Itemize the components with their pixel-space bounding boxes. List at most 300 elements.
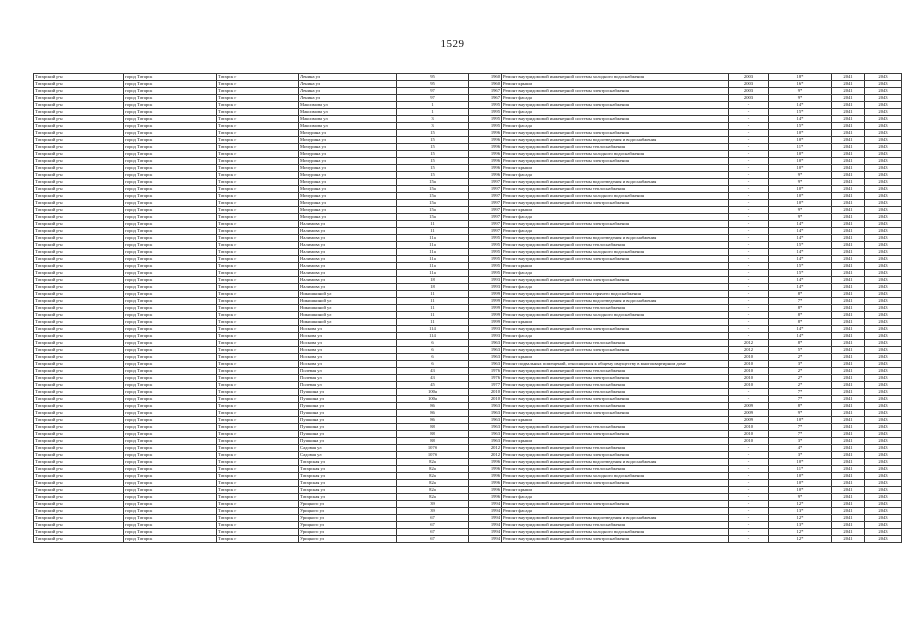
build-year-cell: 1996: [469, 480, 502, 487]
plan-start-cell: 2041: [832, 284, 865, 291]
work-type-cell: Ремонт внутридомовой инженерной системы электроснабжения: [502, 256, 729, 263]
settlement-cell: город Татарск: [124, 242, 217, 249]
settlement-cell: город Татарск: [124, 81, 217, 88]
settlement-cell: город Татарск: [124, 326, 217, 333]
build-year-cell: 1995: [469, 235, 502, 242]
wear-cell: 12*: [769, 501, 832, 508]
street-cell: Носкова ул: [299, 333, 397, 340]
last-repair-year-cell: -: [729, 214, 769, 221]
city-cell: Татарск г: [217, 172, 299, 179]
city-cell: Татарск г: [217, 200, 299, 207]
wear-cell: 11*: [769, 466, 832, 473]
plan-end-cell: 2043: [865, 347, 902, 354]
district-cell: Татарский р-н: [34, 438, 124, 445]
plan-end-cell: 2043: [865, 291, 902, 298]
plan-end-cell: 2043: [865, 165, 902, 172]
district-cell: Татарский р-н: [34, 459, 124, 466]
house-number-cell: 15: [397, 165, 469, 172]
city-cell: Татарск г: [217, 186, 299, 193]
last-repair-year-cell: -: [729, 242, 769, 249]
house-number-cell: 95: [397, 81, 469, 88]
house-number-cell: 1: [397, 102, 469, 109]
plan-end-cell: 2043: [865, 312, 902, 319]
city-cell: Татарск г: [217, 445, 299, 452]
city-cell: Татарск г: [217, 529, 299, 536]
city-cell: Татарск г: [217, 536, 299, 543]
wear-cell: 14*: [769, 277, 832, 284]
work-type-cell: Ремонт крыши: [502, 417, 729, 424]
city-cell: Татарск г: [217, 256, 299, 263]
district-cell: Татарский р-н: [34, 326, 124, 333]
plan-start-cell: 2041: [832, 466, 865, 473]
settlement-cell: город Татарск: [124, 536, 217, 543]
settlement-cell: город Татарск: [124, 396, 217, 403]
work-type-cell: Ремонт внутридомовой инженерной системы электроснабжения: [502, 277, 729, 284]
district-cell: Татарский р-н: [34, 249, 124, 256]
work-type-cell: Ремонт внутридомовой инженерной системы электроснабжения: [502, 221, 729, 228]
table-row: [34, 74, 902, 81]
last-repair-year-cell: 2010: [729, 354, 769, 361]
last-repair-year-cell: -: [729, 109, 769, 116]
wear-cell: 8*: [769, 312, 832, 319]
work-type-cell: Ремонт внутридомовой инженерной системы теплоснабжения: [502, 424, 729, 431]
work-type-cell: Ремонт внутридомовой инженерной системы водоотведения и водоснабжения: [502, 515, 729, 522]
district-cell: Татарский р-н: [34, 277, 124, 284]
district-cell: Татарский р-н: [34, 137, 124, 144]
work-type-cell: Ремонт внутридомовой инженерной системы электроснабжения: [502, 375, 729, 382]
last-repair-year-cell: -: [729, 137, 769, 144]
wear-cell: 7*: [769, 396, 832, 403]
city-cell: Татарск г: [217, 109, 299, 116]
wear-cell: 3*: [769, 361, 832, 368]
plan-end-cell: 2043: [865, 382, 902, 389]
build-year-cell: 1994: [469, 522, 502, 529]
build-year-cell: 1995: [469, 123, 502, 130]
last-repair-year-cell: -: [729, 529, 769, 536]
table-row: [34, 389, 902, 396]
last-repair-year-cell: -: [729, 326, 769, 333]
house-number-cell: 11: [397, 319, 469, 326]
build-year-cell: 1963: [469, 424, 502, 431]
district-cell: Татарский р-н: [34, 256, 124, 263]
build-year-cell: 1996: [469, 494, 502, 501]
city-cell: Татарск г: [217, 277, 299, 284]
settlement-cell: город Татарск: [124, 123, 217, 130]
district-cell: Татарский р-н: [34, 508, 124, 515]
house-number-cell: 11а: [397, 256, 469, 263]
plan-end-cell: 2043: [865, 361, 902, 368]
district-cell: Татарский р-н: [34, 319, 124, 326]
house-number-cell: 11: [397, 228, 469, 235]
wear-cell: 10*: [769, 186, 832, 193]
street-cell: Носкова ул: [299, 347, 397, 354]
work-type-cell: Ремонт внутридомовой инженерной системы теплоснабжения: [502, 186, 729, 193]
city-cell: Татарск г: [217, 270, 299, 277]
work-type-cell: Ремонт внутридомовой инженерной системы теплоснабжения: [502, 522, 729, 529]
plan-start-cell: 2041: [832, 508, 865, 515]
plan-end-cell: 2043: [865, 319, 902, 326]
district-cell: Татарский р-н: [34, 424, 124, 431]
city-cell: Татарск г: [217, 438, 299, 445]
work-type-cell: Ремонт крыши: [502, 263, 729, 270]
settlement-cell: город Татарск: [124, 158, 217, 165]
house-number-cell: 1: [397, 109, 469, 116]
plan-end-cell: 2043: [865, 221, 902, 228]
plan-end-cell: 2043: [865, 200, 902, 207]
work-type-cell: Ремонт крыши: [502, 487, 729, 494]
settlement-cell: город Татарск: [124, 347, 217, 354]
last-repair-year-cell: -: [729, 130, 769, 137]
plan-end-cell: 2043: [865, 529, 902, 536]
city-cell: Татарск г: [217, 319, 299, 326]
settlement-cell: город Татарск: [124, 186, 217, 193]
work-type-cell: Ремонт фасада: [502, 109, 729, 116]
city-cell: Татарск г: [217, 284, 299, 291]
house-number-cell: 15: [397, 151, 469, 158]
work-type-cell: Ремонт внутридомовой инженерной системы электроснабжения: [502, 431, 729, 438]
work-type-cell: Ремонт фасада: [502, 333, 729, 340]
table-row: [34, 410, 902, 417]
work-type-cell: Ремонт фасада: [502, 284, 729, 291]
wear-cell: 9*: [769, 172, 832, 179]
work-type-cell: Ремонт внутридомовой инженерной системы теплоснабжения: [502, 445, 729, 452]
district-cell: Татарский р-н: [34, 130, 124, 137]
house-number-cell: 11а: [397, 249, 469, 256]
plan-start-cell: 2041: [832, 452, 865, 459]
street-cell: Налимова ул: [299, 249, 397, 256]
work-type-cell: Ремонт фасада: [502, 270, 729, 277]
city-cell: Татарск г: [217, 389, 299, 396]
plan-start-cell: 2041: [832, 459, 865, 466]
work-type-cell: Ремонт внутридомовой инженерной системы холодного водоснабжения: [502, 193, 729, 200]
street-cell: Максимова ул: [299, 102, 397, 109]
wear-cell: 10*: [769, 151, 832, 158]
house-number-cell: 45: [397, 382, 469, 389]
plan-start-cell: 2041: [832, 382, 865, 389]
plan-start-cell: 2041: [832, 263, 865, 270]
build-year-cell: 1994: [469, 508, 502, 515]
last-repair-year-cell: -: [729, 179, 769, 186]
city-cell: Татарск г: [217, 242, 299, 249]
settlement-cell: город Татарск: [124, 291, 217, 298]
plan-end-cell: 2043: [865, 116, 902, 123]
wear-cell: 7*: [769, 431, 832, 438]
street-cell: Мичурина ул: [299, 165, 397, 172]
build-year-cell: 1997: [469, 214, 502, 221]
wear-cell: 14*: [769, 235, 832, 242]
settlement-cell: город Татарск: [124, 445, 217, 452]
settlement-cell: город Татарск: [124, 102, 217, 109]
house-number-cell: 43: [397, 375, 469, 382]
street-cell: Урицкого ул: [299, 529, 397, 536]
city-cell: Татарск г: [217, 312, 299, 319]
city-cell: Татарск г: [217, 102, 299, 109]
plan-end-cell: 2043: [865, 515, 902, 522]
district-cell: Татарский р-н: [34, 158, 124, 165]
district-cell: Татарский р-н: [34, 431, 124, 438]
house-number-cell: 67: [397, 522, 469, 529]
settlement-cell: город Татарск: [124, 214, 217, 221]
table-row: [34, 102, 902, 109]
house-number-cell: 114: [397, 333, 469, 340]
plan-start-cell: 2041: [832, 480, 865, 487]
district-cell: Татарский р-н: [34, 501, 124, 508]
wear-cell: 7*: [769, 298, 832, 305]
plan-start-cell: 2041: [832, 109, 865, 116]
work-type-cell: Ремонт внутридомовой инженерной системы холодного водоснабжения: [502, 312, 729, 319]
district-cell: Татарский р-н: [34, 179, 124, 186]
work-type-cell: Ремонт крыши: [502, 207, 729, 214]
settlement-cell: город Татарск: [124, 375, 217, 382]
table-row: [34, 431, 902, 438]
table-row: [34, 165, 902, 172]
wear-cell: 8*: [769, 291, 832, 298]
settlement-cell: город Татарск: [124, 277, 217, 284]
last-repair-year-cell: 2003: [729, 95, 769, 102]
wear-cell: 4*: [769, 445, 832, 452]
settlement-cell: город Татарск: [124, 368, 217, 375]
table-row: [34, 277, 902, 284]
build-year-cell: 1995: [469, 249, 502, 256]
city-cell: Татарск г: [217, 473, 299, 480]
build-year-cell: 1997: [469, 186, 502, 193]
settlement-cell: город Татарск: [124, 109, 217, 116]
city-cell: Татарск г: [217, 130, 299, 137]
plan-start-cell: 2041: [832, 116, 865, 123]
district-cell: Татарский р-н: [34, 487, 124, 494]
settlement-cell: город Татарск: [124, 452, 217, 459]
last-repair-year-cell: -: [729, 522, 769, 529]
city-cell: Татарск г: [217, 466, 299, 473]
street-cell: Налимова ул: [299, 284, 397, 291]
last-repair-year-cell: -: [729, 452, 769, 459]
work-type-cell: Ремонт внутридомовой инженерной системы электроснабжения: [502, 480, 729, 487]
wear-cell: 2*: [769, 382, 832, 389]
plan-start-cell: 2041: [832, 102, 865, 109]
work-type-cell: Ремонт внутридомовой инженерной системы горячего водоснабжения: [502, 291, 729, 298]
settlement-cell: город Татарск: [124, 116, 217, 123]
street-cell: Пушкина ул: [299, 438, 397, 445]
house-number-cell: 15: [397, 130, 469, 137]
work-type-cell: Ремонт внутридомовой инженерной системы электроснабжения: [502, 116, 729, 123]
street-cell: Мичурина ул: [299, 207, 397, 214]
city-cell: Татарск г: [217, 410, 299, 417]
plan-end-cell: 2043: [865, 179, 902, 186]
wear-cell: 15*: [769, 263, 832, 270]
district-cell: Татарский р-н: [34, 102, 124, 109]
build-year-cell: 1997: [469, 221, 502, 228]
wear-cell: 14*: [769, 284, 832, 291]
table-row: [34, 312, 902, 319]
table-row: [34, 137, 902, 144]
district-cell: Татарский р-н: [34, 144, 124, 151]
table-body: [34, 74, 902, 543]
build-year-cell: 2010: [469, 396, 502, 403]
last-repair-year-cell: 2003: [729, 81, 769, 88]
work-type-cell: Ремонт крыши: [502, 438, 729, 445]
city-cell: Татарск г: [217, 165, 299, 172]
plan-end-cell: 2043: [865, 151, 902, 158]
wear-cell: 8*: [769, 340, 832, 347]
house-number-cell: 15: [397, 158, 469, 165]
work-type-cell: Ремонт внутридомовой инженерной системы холодного водоснабжения: [502, 249, 729, 256]
build-year-cell: 1995: [469, 256, 502, 263]
street-cell: Мичурина ул: [299, 130, 397, 137]
city-cell: Татарск г: [217, 480, 299, 487]
street-cell: Никишкиной ул: [299, 298, 397, 305]
table-row: [34, 536, 902, 543]
settlement-cell: город Татарск: [124, 298, 217, 305]
last-repair-year-cell: -: [729, 333, 769, 340]
settlement-cell: город Татарск: [124, 144, 217, 151]
house-number-cell: 6: [397, 361, 469, 368]
street-cell: Носкова ул: [299, 340, 397, 347]
plan-end-cell: 2043: [865, 501, 902, 508]
city-cell: Татарск г: [217, 487, 299, 494]
build-year-cell: 1993: [469, 277, 502, 284]
repair-schedule-sheet: [33, 73, 902, 543]
district-cell: Татарский р-н: [34, 172, 124, 179]
plan-start-cell: 2041: [832, 74, 865, 81]
street-cell: Налимова ул: [299, 242, 397, 249]
city-cell: Татарск г: [217, 214, 299, 221]
house-number-cell: 11а: [397, 242, 469, 249]
street-cell: Пушкина ул: [299, 396, 397, 403]
street-cell: Пушкина ул: [299, 431, 397, 438]
house-number-cell: 86: [397, 403, 469, 410]
district-cell: Татарский р-н: [34, 361, 124, 368]
last-repair-year-cell: -: [729, 102, 769, 109]
plan-end-cell: 2043: [865, 144, 902, 151]
settlement-cell: город Татарск: [124, 151, 217, 158]
plan-start-cell: 2041: [832, 200, 865, 207]
wear-cell: 8*: [769, 403, 832, 410]
settlement-cell: город Татарск: [124, 305, 217, 312]
settlement-cell: город Татарск: [124, 256, 217, 263]
table-row: [34, 242, 902, 249]
wear-cell: 7*: [769, 389, 832, 396]
settlement-cell: город Татарск: [124, 235, 217, 242]
street-cell: Мичурина ул: [299, 200, 397, 207]
district-cell: Татарский р-н: [34, 81, 124, 88]
wear-cell: 2*: [769, 368, 832, 375]
plan-end-cell: 2043: [865, 172, 902, 179]
work-type-cell: Ремонт фасада: [502, 228, 729, 235]
last-repair-year-cell: -: [729, 270, 769, 277]
district-cell: Татарский р-н: [34, 347, 124, 354]
district-cell: Татарский р-н: [34, 95, 124, 102]
plan-start-cell: 2041: [832, 403, 865, 410]
work-type-cell: Ремонт внутридомовой инженерной системы теплоснабжения: [502, 389, 729, 396]
table-row: [34, 305, 902, 312]
work-type-cell: Ремонт крыши: [502, 354, 729, 361]
plan-end-cell: 2043: [865, 109, 902, 116]
street-cell: Никишкиной ул: [299, 305, 397, 312]
work-type-cell: Ремонт внутридомовой инженерной системы теплоснабжения: [502, 305, 729, 312]
plan-end-cell: 2043: [865, 494, 902, 501]
house-number-cell: 43: [397, 368, 469, 375]
plan-end-cell: 2043: [865, 480, 902, 487]
table-row: [34, 459, 902, 466]
settlement-cell: город Татарск: [124, 340, 217, 347]
work-type-cell: Ремонт крыши: [502, 319, 729, 326]
city-cell: Татарск г: [217, 263, 299, 270]
house-number-cell: 67: [397, 529, 469, 536]
settlement-cell: город Татарск: [124, 172, 217, 179]
house-number-cell: 82а: [397, 466, 469, 473]
last-repair-year-cell: -: [729, 501, 769, 508]
city-cell: Татарск г: [217, 515, 299, 522]
plan-start-cell: 2041: [832, 228, 865, 235]
table-row: [34, 109, 902, 116]
district-cell: Татарский р-н: [34, 88, 124, 95]
city-cell: Татарск г: [217, 291, 299, 298]
settlement-cell: город Татарск: [124, 389, 217, 396]
work-type-cell: Ремонт внутридомовой инженерной системы водоотведения и водоснабжения: [502, 137, 729, 144]
street-cell: Носкова ул: [299, 326, 397, 333]
table-row: [34, 221, 902, 228]
street-cell: Носкова ул: [299, 354, 397, 361]
house-number-cell: 82а: [397, 487, 469, 494]
city-cell: Татарск г: [217, 207, 299, 214]
plan-start-cell: 2041: [832, 522, 865, 529]
plan-end-cell: 2043: [865, 410, 902, 417]
table-row: [34, 515, 902, 522]
city-cell: Татарск г: [217, 228, 299, 235]
build-year-cell: 1999: [469, 305, 502, 312]
plan-start-cell: 2041: [832, 151, 865, 158]
plan-start-cell: 2041: [832, 326, 865, 333]
settlement-cell: город Татарск: [124, 515, 217, 522]
work-type-cell: Ремонт внутридомовой инженерной системы теплоснабжения: [502, 466, 729, 473]
house-number-cell: 11: [397, 298, 469, 305]
last-repair-year-cell: 2010: [729, 368, 769, 375]
wear-cell: 13*: [769, 508, 832, 515]
city-cell: Татарск г: [217, 81, 299, 88]
wear-cell: 12*: [769, 536, 832, 543]
build-year-cell: 1996: [469, 466, 502, 473]
build-year-cell: 1963: [469, 347, 502, 354]
plan-end-cell: 2043: [865, 445, 902, 452]
wear-cell: 10*: [769, 165, 832, 172]
settlement-cell: город Татарск: [124, 382, 217, 389]
plan-start-cell: 2041: [832, 305, 865, 312]
last-repair-year-cell: 2010: [729, 382, 769, 389]
district-cell: Татарский р-н: [34, 480, 124, 487]
street-cell: Мичурина ул: [299, 186, 397, 193]
street-cell: Никишкиной ул: [299, 319, 397, 326]
house-number-cell: 15: [397, 137, 469, 144]
table-row: [34, 200, 902, 207]
settlement-cell: город Татарск: [124, 95, 217, 102]
plan-start-cell: 2041: [832, 165, 865, 172]
house-number-cell: 3: [397, 123, 469, 130]
plan-end-cell: 2043: [865, 256, 902, 263]
street-cell: Полевая ул: [299, 368, 397, 375]
wear-cell: 11*: [769, 144, 832, 151]
district-cell: Татарский р-н: [34, 333, 124, 340]
last-repair-year-cell: 2010: [729, 431, 769, 438]
last-repair-year-cell: -: [729, 284, 769, 291]
table-row: [34, 249, 902, 256]
last-repair-year-cell: -: [729, 249, 769, 256]
plan-start-cell: 2041: [832, 270, 865, 277]
house-number-cell: 88: [397, 424, 469, 431]
plan-end-cell: 2043: [865, 284, 902, 291]
last-repair-year-cell: -: [729, 487, 769, 494]
district-cell: Татарский р-н: [34, 284, 124, 291]
district-cell: Татарский р-н: [34, 298, 124, 305]
